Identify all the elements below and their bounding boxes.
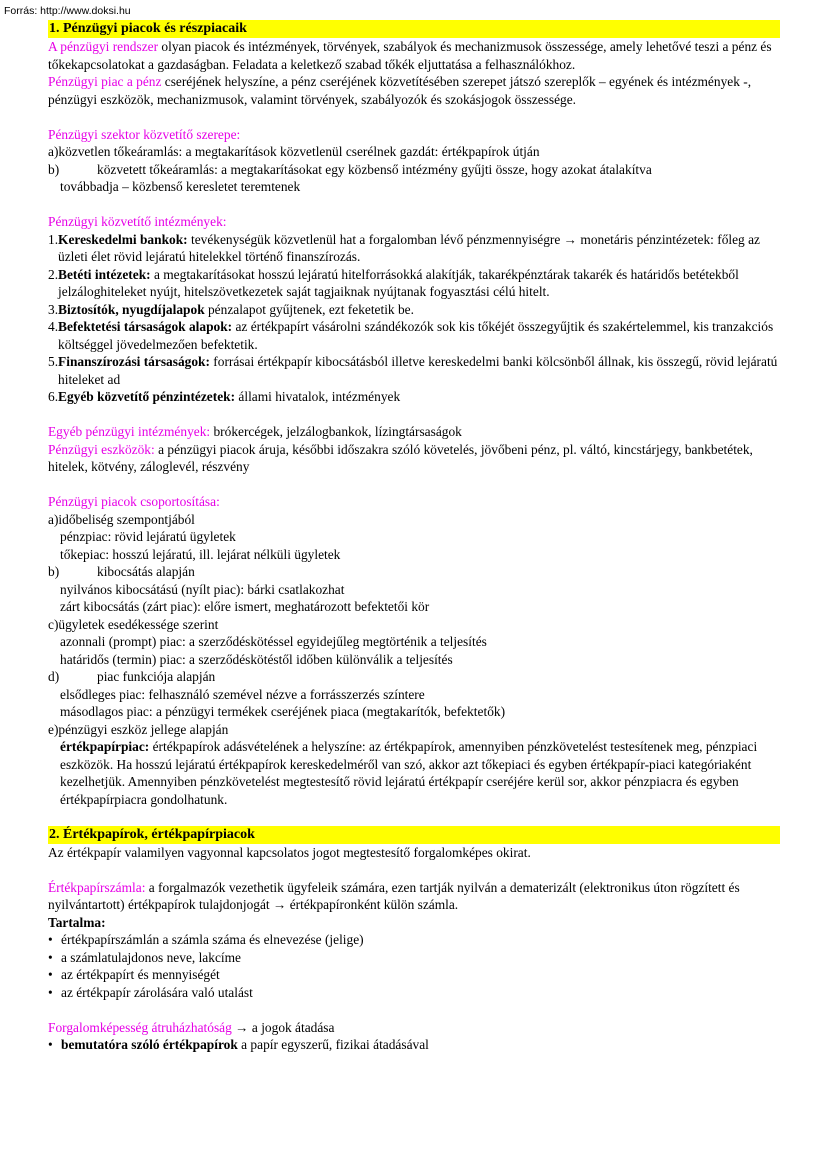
securities-account: Értékpapírszámla: a forgalmazók vezethetik ügyfeleik számára, ezen tartják nyilván a dematerizált (elektronikus úton rögzített és nyilvántartott) értékpapírok tulajdonjogát → értékpapíronként külön számla. bbox=[48, 879, 740, 912]
bullet-text: az értékpapír zárolására való utalást bbox=[61, 984, 253, 1000]
item-term: Finanszírozási társaságok: bbox=[58, 354, 210, 369]
group-c-line: azonnali (prompt) piac: a szerződéskötéssel egyidejűleg megtörténik a teljesítés bbox=[60, 634, 487, 649]
group-c-head: c) ügyletek esedékessége szerint bbox=[48, 616, 219, 632]
bullet-text: a számlatulajdonos neve, lakcíme bbox=[61, 949, 241, 965]
document-page bbox=[48, 20, 780, 1054]
item-number: 4. bbox=[48, 319, 59, 334]
institutions-title: Pénzügyi közvetítő intézmények: bbox=[48, 214, 227, 229]
security-definition: Az értékpapír valamilyen vagyonnal kapcsolatos jogot megtestesítő forgalomképes okirat. bbox=[48, 844, 531, 860]
item-text: tevékenységük közvetlenül hat a forgalomban lévő pénzmennyiségre → monetáris pénzintézetek: főleg az üzleti élet rövid lejáratú hitelekkel történő finanszírozás. bbox=[58, 231, 760, 264]
institution-item bbox=[48, 231, 780, 266]
item-term: Kereskedelmi bankok: bbox=[58, 231, 188, 247]
institutions-list bbox=[48, 231, 780, 406]
group-a-line: pénzpiac: rövid lejáratú ügyletek bbox=[60, 529, 236, 544]
groups-title: Pénzügyi piacok csoportosítása: bbox=[48, 494, 220, 509]
bullet-item bbox=[48, 949, 780, 967]
group-d-line: elsődleges piac: felhasználó szemével nézve a forrásszerzés színtere bbox=[60, 686, 425, 702]
item-term: Betéti intézetek: bbox=[58, 266, 151, 282]
item-number: 1. bbox=[48, 231, 59, 247]
financial-assets: Pénzügyi eszközök: a pénzügyi piacok áruja, későbbi időszakra szóló követelés, jövőbeni pénz, pl. váltó, kincstárjegy, bankbetétek, hitelek, kötvény, záloglevél, részvény bbox=[48, 441, 753, 474]
bullet-item bbox=[48, 931, 780, 949]
item-term: Egyéb közvetítő pénzintézetek: bbox=[58, 389, 236, 404]
bullet-text: értékpapírszámlán a számla száma és elnevezése (jelige) bbox=[61, 932, 364, 947]
item-number: 6. bbox=[48, 389, 59, 404]
list-item: b) közvetett tőkeáramlás: a megtakarításokat egy közbenső intézmény gyűjti össze, hogy azokat átalakítva bbox=[48, 161, 652, 177]
item-number: 5. bbox=[48, 354, 59, 369]
bullet-icon: • bbox=[48, 967, 53, 982]
group-e-body: értékpapírpiac: értékpapírok adásvételének a helyszíne: az értékpapírok, amennyiben pénzkövetelést testesítenek meg, pénzpiaci eszközök. Ha hosszú lejáratú értékpapírok kereskedelméről van szó, akkor azt tőkepiaci és egyben értékpapír-piaci kategóriaként kezelhetjük. Amennyiben pénzkövetelést megtestesítő rövid lejáratú értékpapír cseréjére kerül sor, akkor pénzpiacra és egyben értékpapírpiacra gondolhatunk. bbox=[60, 739, 758, 807]
group-b-line: nyilvános kibocsátású (nyílt piac): bárki csatlakozhat bbox=[60, 581, 345, 597]
other-institutions: Egyéb pénzügyi intézmények: brókercégek, jelzálogbankok, lízingtársaságok bbox=[48, 424, 462, 439]
group-e-head: e) pénzügyi eszköz jellege alapján bbox=[48, 721, 229, 737]
section-2-heading: 2. Értékpapírok, értékpapírpiacok bbox=[48, 826, 780, 844]
institution-item bbox=[48, 318, 780, 353]
item-text: az értékpapírt vásárolni szándékozók sok kis tőkéjét összegyűjtik és szakértelemmel, kis tranzakciós költséggel jövedelmezően befektetik. bbox=[58, 319, 774, 352]
bullet-text: az értékpapírt és mennyiségét bbox=[61, 967, 220, 982]
item-number: 2. bbox=[48, 266, 59, 282]
bullet-icon: • bbox=[48, 949, 53, 965]
item-text: pénzalapot gyűjtenek, ezt feketetik be. bbox=[204, 301, 414, 317]
source-note: Forrás: http://www.doksi.hu bbox=[4, 5, 131, 17]
term: A pénzügyi rendszer bbox=[48, 39, 159, 54]
bullet-icon: • bbox=[48, 1037, 53, 1052]
content-list bbox=[48, 931, 780, 1001]
list-item-continuation: továbbadja – közbenső keresletet teremtenek bbox=[60, 179, 301, 194]
term: Értékpapírszámla: bbox=[48, 879, 146, 895]
term: Pénzügyi piac a pénz bbox=[48, 74, 162, 89]
group-b-head: b) kibocsátás alapján bbox=[48, 564, 195, 579]
institution-item bbox=[48, 266, 780, 301]
term: Egyéb pénzügyi intézmények: bbox=[48, 424, 211, 439]
item-number: 3. bbox=[48, 301, 59, 317]
bullet-item bbox=[48, 966, 780, 984]
group-a-line: tőkepiac: hosszú lejáratú, ill. lejárat nélküli ügyletek bbox=[60, 546, 341, 562]
item-text: a megtakarításokat hosszú lejáratú hitelforrásokká alakítják, takarékpénztárak takarék és határidős betétekből jelzáloghiteleket nyújt, hitelszövetkezetek saját tagjaiknak nyújtanak fogyasztási célú hitelt. bbox=[58, 266, 739, 299]
term: Forgalomképesség átruházhatóság bbox=[48, 1019, 232, 1035]
list-item: a) közvetlen tőkeáramlás: a megtakarítások közvetlenül cserélnek gazdát: értékpapírok útján bbox=[48, 144, 540, 159]
group-a-head: a) időbeliség szempontjából bbox=[48, 511, 195, 527]
bullet-item bbox=[48, 984, 780, 1002]
role-title: Pénzügyi szektor közvetítő szerepe: bbox=[48, 126, 241, 142]
institution-item bbox=[48, 301, 780, 319]
item-text: állami hivatalok, intézmények bbox=[235, 389, 401, 404]
bullet-icon: • bbox=[48, 932, 53, 947]
bullet-icon: • bbox=[48, 984, 53, 1000]
group-d-line: másodlagos piac: a pénzügyi termékek cseréjének piaca (megtakarítók, befektetők) bbox=[60, 704, 506, 719]
item-term: Befektetési társaságok alapok: bbox=[58, 319, 233, 334]
group-c-line: határidős (termin) piac: a szerződéskötéstől időben különválik a teljesítés bbox=[60, 651, 453, 667]
group-d-head: d) piac funkciója alapján bbox=[48, 669, 216, 684]
content-title: Tartalma: bbox=[48, 914, 106, 930]
section-1-heading: 1. Pénzügyi piacok és részpiacaik bbox=[48, 20, 780, 38]
institution-item bbox=[48, 353, 780, 388]
financial-market-paragraph: Pénzügyi piac a pénz cseréjének helyszíne, a pénz cseréjének közvetítésében szerepet játszó szereplők – egyének és intézmények -, pénzügyi eszközök, mechanizmusok, valamint törvények, szabályozók és szokásjogok összessége. bbox=[48, 74, 752, 107]
item-term: Biztosítók, nyugdíjalapok bbox=[58, 301, 205, 317]
financial-system-paragraph: A pénzügyi rendszer olyan piacok és intézmények, törvények, szabályok és mechanizmusok összessége, amely lehetővé teszi a pénz és tőkekapcsolatokat a gazdaságban. Feladata a keletkező szabad tőkék eljuttatása a felhasználókhoz. bbox=[48, 39, 772, 72]
group-b-line: zárt kibocsátás (zárt piac): előre ismert, meghatározott befektetői kör bbox=[60, 599, 430, 614]
transferability: Forgalomképesség átruházhatóság → a jogok átadása bbox=[48, 1019, 335, 1035]
institution-item bbox=[48, 388, 780, 406]
item-text: forrásai értékpapír kibocsátásból illetve kereskedelmi banki kölcsönből állnak, kis összegű, rövid lejáratú hiteleket ad bbox=[58, 354, 778, 387]
bullet-item: • bemutatóra szóló értékpapírok a papír egyszerű, fizikai átadásával bbox=[48, 1037, 429, 1052]
term: Pénzügyi eszközök: bbox=[48, 441, 155, 457]
